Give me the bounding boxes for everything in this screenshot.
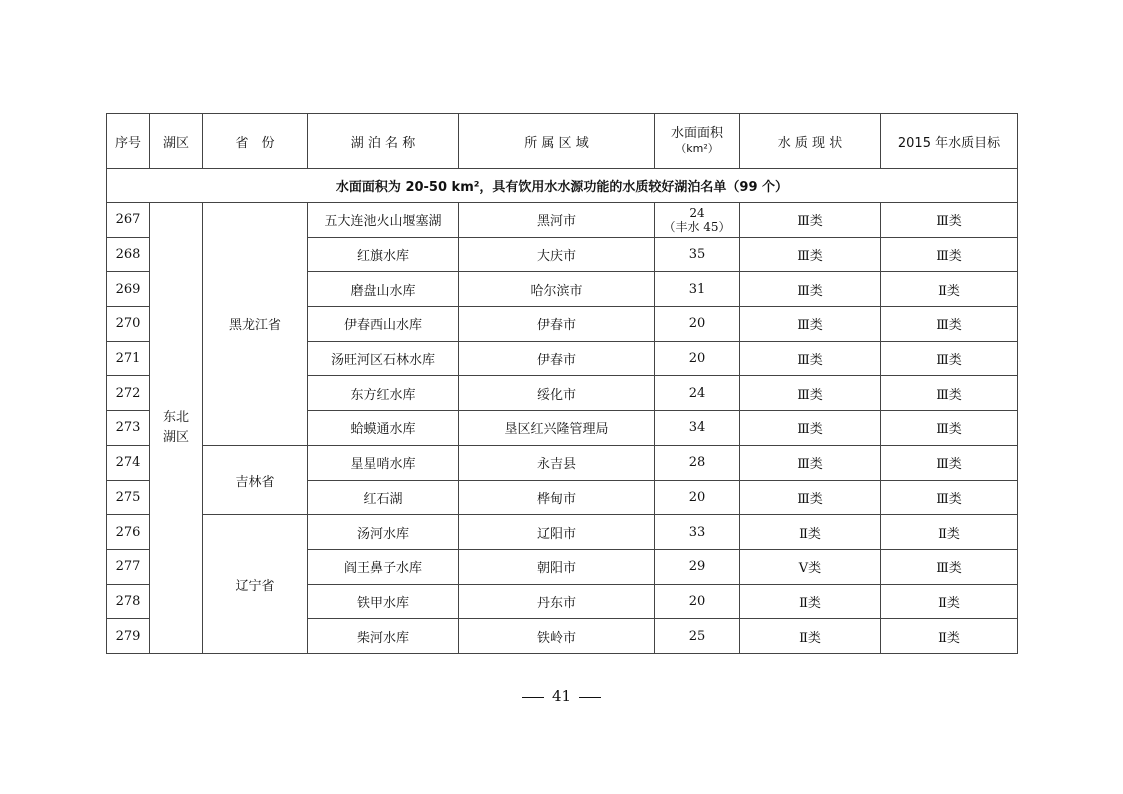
cell-target: Ⅲ类 xyxy=(881,237,1018,272)
cell-no: 269 xyxy=(107,272,150,307)
cell-target: Ⅱ类 xyxy=(881,515,1018,550)
cell-status: Ⅲ类 xyxy=(740,376,881,411)
cell-area xyxy=(655,203,740,238)
footer-dash-right xyxy=(579,697,601,698)
cell-district: 黑河市 xyxy=(459,203,655,238)
cell-target: Ⅲ类 xyxy=(881,549,1018,584)
footer-dash-left xyxy=(522,697,544,698)
cell-no: 274 xyxy=(107,445,150,480)
cell-name: 东方红水库 xyxy=(308,376,459,411)
cell-status: Ⅲ类 xyxy=(740,411,881,446)
header-province: 省 份 xyxy=(203,114,308,169)
cell-status: Ⅲ类 xyxy=(740,480,881,515)
cell-district: 伊春市 xyxy=(459,341,655,376)
cell-no: 270 xyxy=(107,307,150,342)
header-status: 水 质 现 状 xyxy=(740,114,881,169)
cell-district: 绥化市 xyxy=(459,376,655,411)
region-label-line1: 东北 xyxy=(162,409,189,425)
cell-area: 20 xyxy=(655,584,740,619)
cell-no: 267 xyxy=(107,203,150,238)
cell-status: Ⅲ类 xyxy=(740,203,881,238)
cell-no: 268 xyxy=(107,237,150,272)
cell-status: Ⅲ类 xyxy=(740,272,881,307)
header-row xyxy=(107,114,1018,169)
cell-no: 279 xyxy=(107,619,150,654)
cell-status: Ⅱ类 xyxy=(740,619,881,654)
cell-district: 永吉县 xyxy=(459,445,655,480)
cell-name: 汤河水库 xyxy=(308,515,459,550)
cell-area: 20 xyxy=(655,480,740,515)
cell-area: 28 xyxy=(655,445,740,480)
section-title: 水面面积为 20-50 km²，具有饮用水水源功能的水质较好湖泊名单（99 个） xyxy=(107,169,1018,203)
cell-district: 丹东市 xyxy=(459,584,655,619)
cell-target: Ⅱ类 xyxy=(881,584,1018,619)
cell-name: 蛤蟆通水库 xyxy=(308,411,459,446)
cell-area: 20 xyxy=(655,341,740,376)
header-area-label: 水面面积 xyxy=(670,126,723,141)
cell-status: Ⅴ类 xyxy=(740,549,881,584)
page-number: 41 xyxy=(551,687,572,705)
cell-no: 275 xyxy=(107,480,150,515)
cell-name: 伊春西山水库 xyxy=(308,307,459,342)
cell-status: Ⅲ类 xyxy=(740,445,881,480)
cell-name: 磨盘山水库 xyxy=(308,272,459,307)
province-cell: 黑龙江省 xyxy=(203,203,308,446)
cell-district: 桦甸市 xyxy=(459,480,655,515)
section-row xyxy=(107,169,1018,203)
cell-no: 276 xyxy=(107,515,150,550)
cell-target: Ⅲ类 xyxy=(881,480,1018,515)
header-region: 湖区 xyxy=(150,114,203,169)
cell-target: Ⅲ类 xyxy=(881,203,1018,238)
region-label-line2: 湖区 xyxy=(162,429,189,445)
page-footer xyxy=(0,687,1123,705)
lake-list-table xyxy=(106,113,1018,654)
cell-name: 铁甲水库 xyxy=(308,584,459,619)
cell-target: Ⅲ类 xyxy=(881,307,1018,342)
cell-status: Ⅲ类 xyxy=(740,341,881,376)
cell-district: 大庆市 xyxy=(459,237,655,272)
province-cell: 辽宁省 xyxy=(203,515,308,654)
header-district: 所 属 区 域 xyxy=(459,114,655,169)
cell-district: 伊春市 xyxy=(459,307,655,342)
cell-name: 柴河水库 xyxy=(308,619,459,654)
cell-name: 阎王鼻子水库 xyxy=(308,549,459,584)
cell-target: Ⅲ类 xyxy=(881,411,1018,446)
cell-district: 朝阳市 xyxy=(459,549,655,584)
cell-status: Ⅱ类 xyxy=(740,515,881,550)
cell-no: 271 xyxy=(107,341,150,376)
table-row xyxy=(107,203,1018,238)
cell-name: 红旗水库 xyxy=(308,237,459,272)
cell-name: 汤旺河区石林水库 xyxy=(308,341,459,376)
cell-area-value: 24 xyxy=(689,205,705,220)
cell-target: Ⅱ类 xyxy=(881,619,1018,654)
cell-no: 273 xyxy=(107,411,150,446)
cell-status: Ⅲ类 xyxy=(740,307,881,342)
cell-area: 35 xyxy=(655,237,740,272)
cell-district: 铁岭市 xyxy=(459,619,655,654)
cell-area: 34 xyxy=(655,411,740,446)
cell-district: 垦区红兴隆管理局 xyxy=(459,411,655,446)
cell-area: 20 xyxy=(655,307,740,342)
cell-name: 五大连池火山堰塞湖 xyxy=(308,203,459,238)
cell-name: 星星哨水库 xyxy=(308,445,459,480)
cell-area: 33 xyxy=(655,515,740,550)
cell-no: 272 xyxy=(107,376,150,411)
table-row xyxy=(107,515,1018,550)
header-area-unit: （km²） xyxy=(675,142,719,155)
cell-status: Ⅱ类 xyxy=(740,584,881,619)
cell-status: Ⅲ类 xyxy=(740,237,881,272)
cell-district: 辽阳市 xyxy=(459,515,655,550)
cell-district: 哈尔滨市 xyxy=(459,272,655,307)
cell-no: 277 xyxy=(107,549,150,584)
cell-target: Ⅲ类 xyxy=(881,341,1018,376)
header-no: 序号 xyxy=(107,114,150,169)
cell-no: 278 xyxy=(107,584,150,619)
cell-target: Ⅲ类 xyxy=(881,376,1018,411)
cell-target: Ⅲ类 xyxy=(881,445,1018,480)
region-cell xyxy=(150,203,203,654)
cell-area: 31 xyxy=(655,272,740,307)
cell-area-note: （丰水 45） xyxy=(663,219,731,234)
cell-target: Ⅱ类 xyxy=(881,272,1018,307)
cell-area: 29 xyxy=(655,549,740,584)
header-area xyxy=(655,114,740,169)
cell-name: 红石湖 xyxy=(308,480,459,515)
header-target: 2015 年水质目标 xyxy=(881,114,1018,169)
table-row xyxy=(107,445,1018,480)
header-lake-name: 湖 泊 名 称 xyxy=(308,114,459,169)
province-cell: 吉林省 xyxy=(203,445,308,514)
cell-area: 24 xyxy=(655,376,740,411)
cell-area: 25 xyxy=(655,619,740,654)
